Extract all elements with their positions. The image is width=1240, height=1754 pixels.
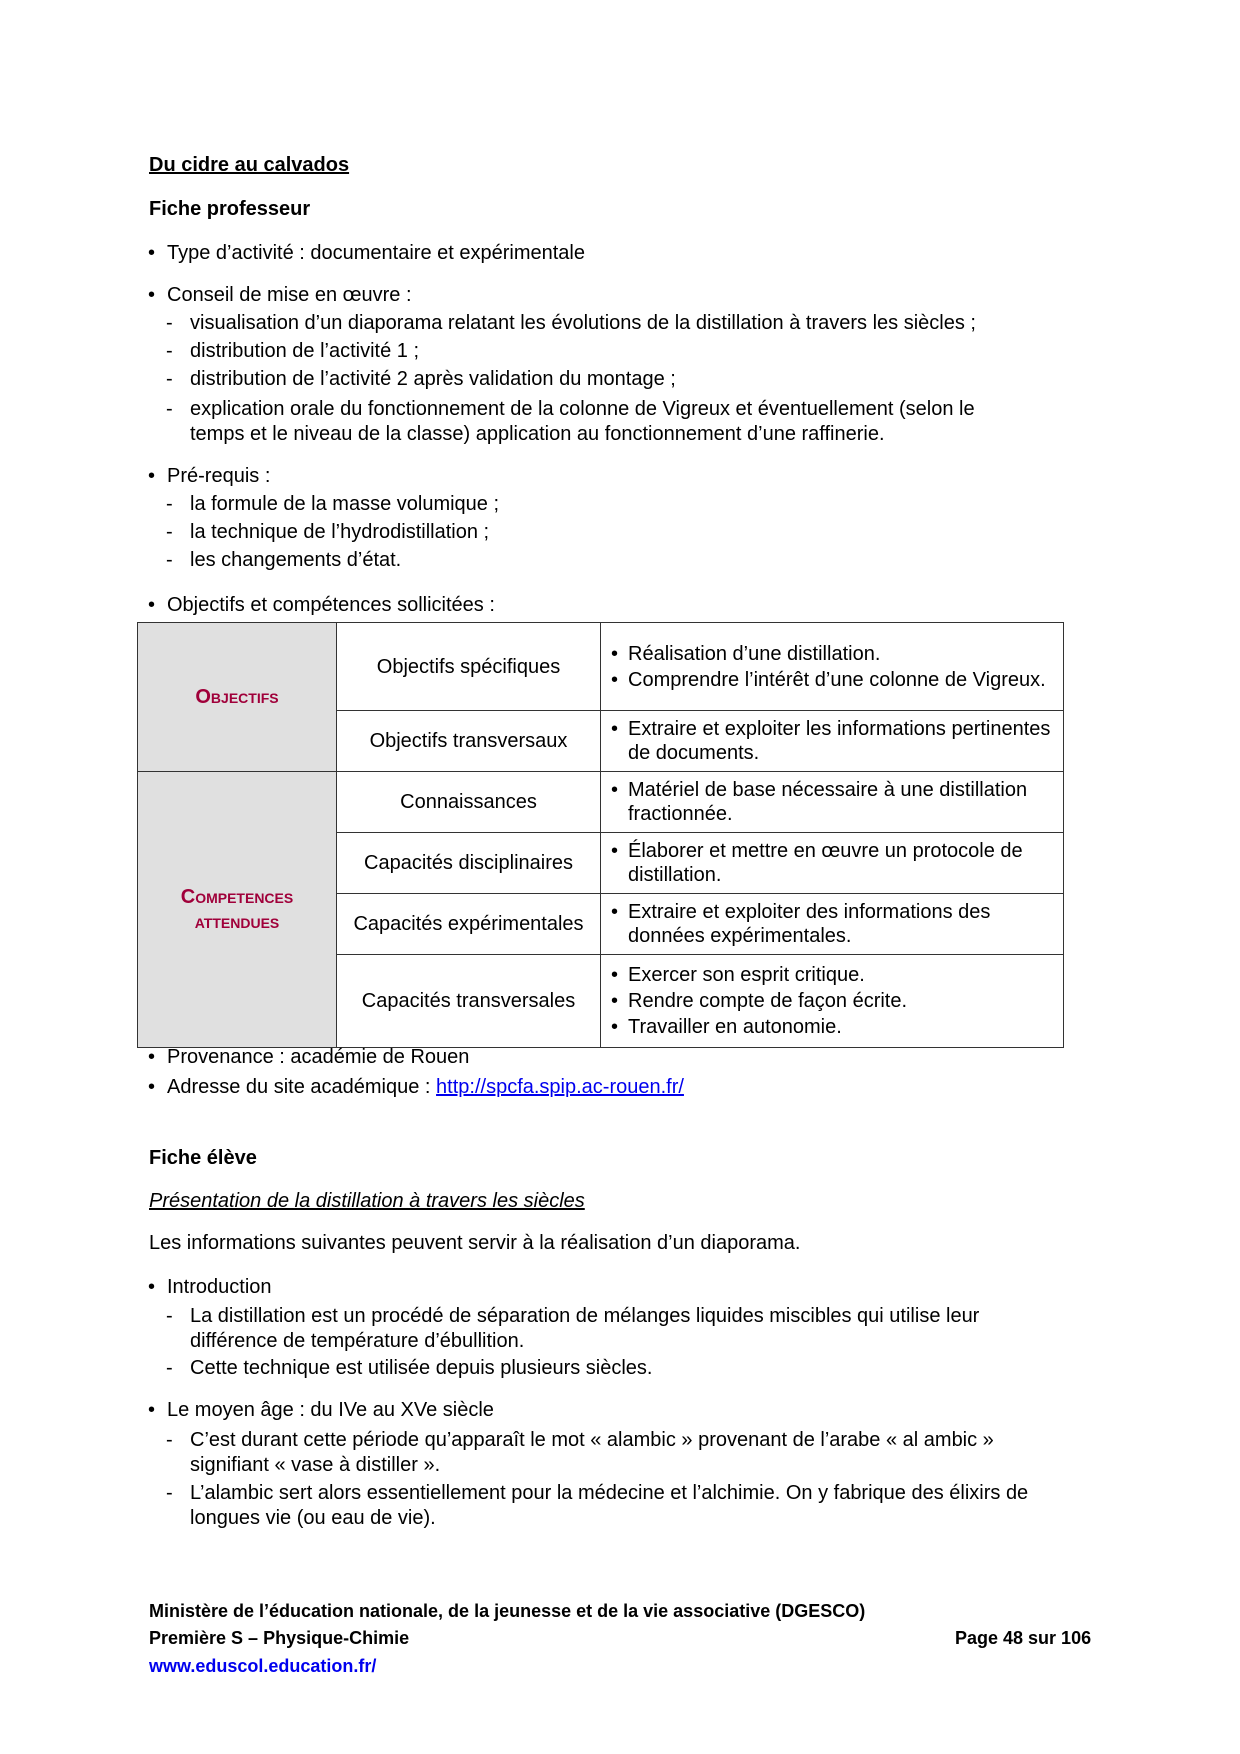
- bullet-type: • Type d’activité : documentaire et expérimentale: [149, 241, 585, 266]
- row-content: • Extraire et exploiter les informations pertinentes de documents.: [601, 711, 1064, 772]
- list-item: - visualisation d’un diaporama relatant les évolutions de la distillation à travers les siècles ;: [166, 312, 976, 334]
- list-item: - la formule de la masse volumique ;: [166, 493, 500, 515]
- list-item: - C’est durant cette période qu’apparaît le mot « alambic » provenant de l’arabe « al ambic » signifiant « vase à distiller ».: [166, 1429, 994, 1476]
- row-content: • Matériel de base nécessaire à une distillation fractionnée.: [601, 772, 1064, 833]
- footer-class: Première S – Physique-Chimie: [149, 1628, 410, 1648]
- row-content: • Réalisation d’une distillation. • Comprendre l’intérêt d’une colonne de Vigreux.: [601, 623, 1064, 711]
- list-item: - explication orale du fonctionnement de la colonne de Vigreux et éventuellement (selon le temps et le niveau de la classe) application au fonctionnement d’une raffinerie.: [166, 398, 975, 445]
- section-heading: Fiche élève: [149, 1147, 257, 1169]
- paragraph: Les informations suivantes peuvent servir à la réalisation d’un diaporama.: [149, 1232, 801, 1254]
- objectives-table: [137, 622, 1064, 1048]
- list-item: - L’alambic sert alors essentiellement pour la médecine et l’alchimie. On y fabrique des élixirs de longues vie (ou eau de vie).: [166, 1482, 1029, 1529]
- subsection-heading: Présentation de la distillation à travers les siècles: [149, 1190, 585, 1212]
- list-item: - Cette technique est utilisée depuis plusieurs siècles.: [166, 1357, 653, 1379]
- bullet-objectifs: • Objectifs et compétences sollicitées :: [149, 593, 495, 618]
- row-label: Objectifs spécifiques: [337, 623, 601, 711]
- row-content: • Exercer son esprit critique. • Rendre compte de façon écrite. • Travailler en autonomie.: [601, 955, 1064, 1048]
- objectifs-header: Objectifs: [138, 623, 337, 772]
- row-label: Capacités disciplinaires: [337, 833, 601, 894]
- list-item: - distribution de l’activité 1 ;: [166, 340, 420, 362]
- doc-title: Du cidre au calvados: [149, 154, 350, 176]
- row-content: • Élaborer et mettre en œuvre un protocole de distillation.: [601, 833, 1064, 894]
- row-label: Capacités expérimentales: [337, 894, 601, 955]
- page-number: Page 48 sur 106: [955, 1628, 1092, 1648]
- bullet-prerequis: • Pré-requis :: [149, 464, 270, 489]
- row-label: Connaissances: [337, 772, 601, 833]
- bullet-provenance: • Provenance : académie de Rouen: [149, 1045, 469, 1070]
- section-heading: Fiche professeur: [149, 198, 311, 220]
- row-label: Objectifs transversaux: [337, 711, 601, 772]
- list-item: - La distillation est un procédé de séparation de mélanges liquides miscibles qui utilise leur différence de température d’ébullition.: [166, 1305, 980, 1352]
- bullet-adresse: • Adresse du site académique : http://spcfa.spip.ac-rouen.fr/: [149, 1075, 684, 1100]
- footer-ministere: Ministère de l’éducation nationale, de la jeunesse et de la vie associative (DGESCO): [149, 1601, 866, 1621]
- list-item: - distribution de l’activité 2 après validation du montage ;: [166, 368, 676, 390]
- row-content: • Extraire et exploiter des informations des données expérimentales.: [601, 894, 1064, 955]
- site-link[interactable]: http://spcfa.spip.ac-rouen.fr/: [436, 1076, 684, 1098]
- row-label: Capacités transversales: [337, 955, 601, 1048]
- competences-header: Competences attendues: [138, 772, 337, 1048]
- bullet-introduction: • Introduction: [149, 1275, 272, 1300]
- footer-site-link[interactable]: www.eduscol.education.fr/: [149, 1656, 377, 1676]
- list-item: - la technique de l’hydrodistillation ;: [166, 521, 490, 543]
- bullet-conseil: • Conseil de mise en œuvre :: [149, 283, 412, 308]
- list-item: - les changements d’état.: [166, 549, 402, 571]
- bullet-moyen-age: • Le moyen âge : du IVe au XVe siècle: [149, 1398, 494, 1423]
